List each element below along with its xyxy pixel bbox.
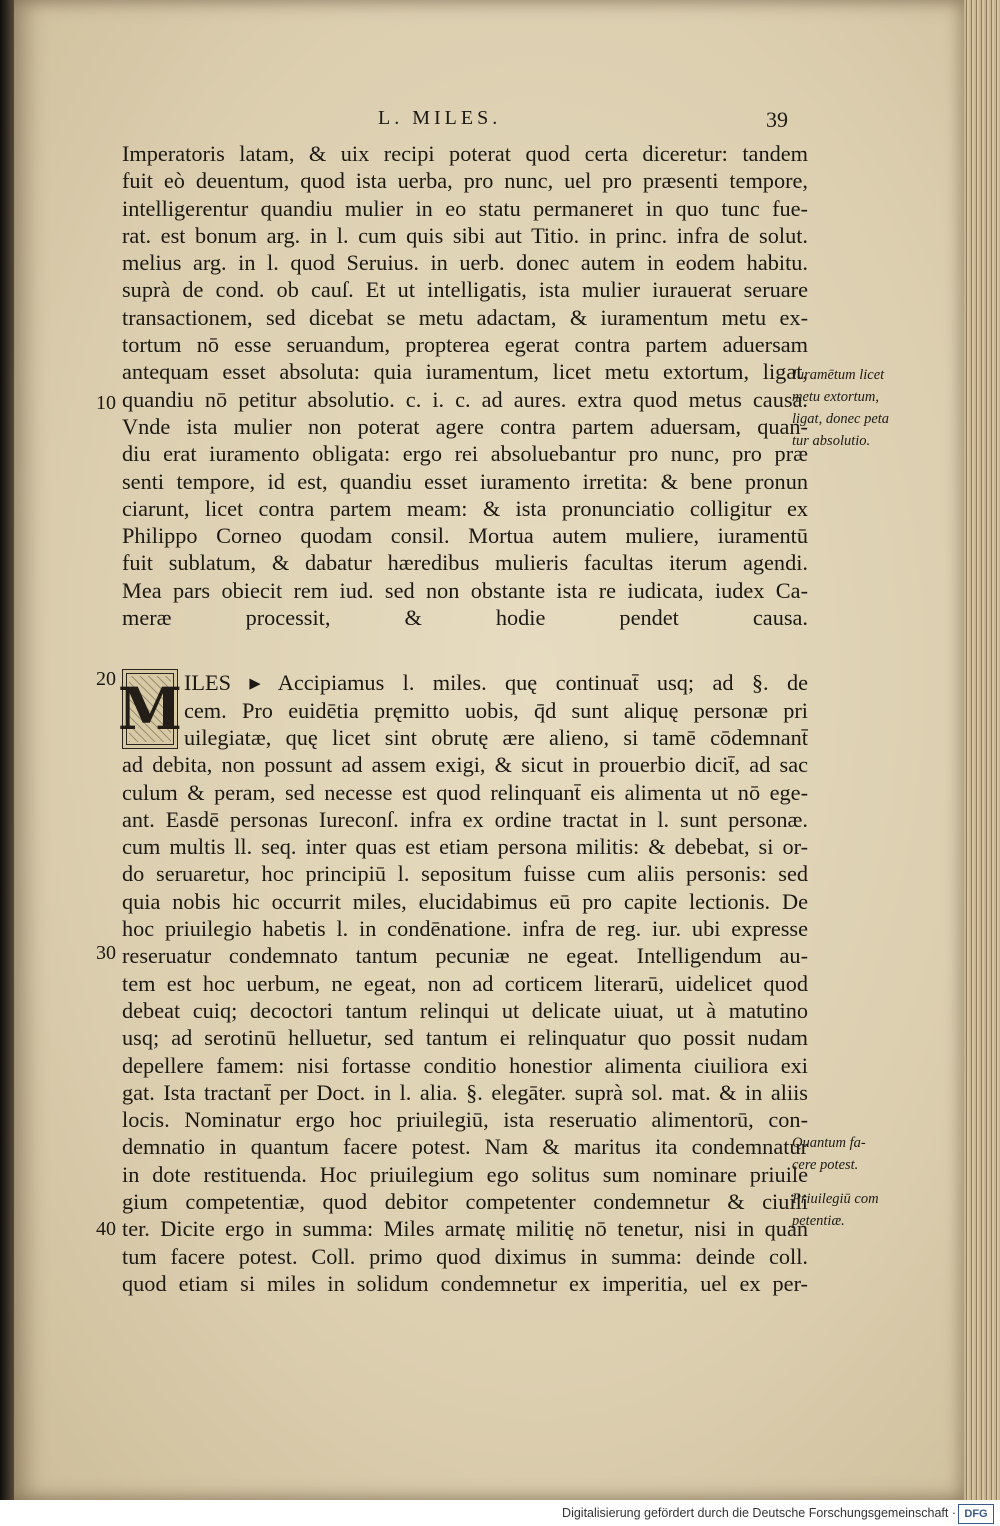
text-line: antequam esset absoluta: quia iuramentum, licet metu extortum, ligat, <box>122 359 808 385</box>
text-line: ciarunt, licet contra partem meam: & ista pronunciatio colligitur ex <box>122 495 808 521</box>
decorated-initial <box>117 669 183 749</box>
text-line: melius arg. in l. quod Seruius. in uerb. donec autem in eodem habitu. <box>122 250 808 276</box>
text-line: suprà de cond. ob cauſ. Et ut intelligatis, ista mulier iurauerat seruare <box>122 277 808 303</box>
marginal-note-line: cere potest. <box>792 1157 859 1173</box>
funding-credit: Digitalisierung gefördert durch die Deutsche Forschungsgemeinschaft · <box>562 1506 956 1520</box>
paragraph-gap <box>122 631 808 669</box>
text-line: rat. est bonum arg. in l. cum quis sibi aut Titio. in princ. infra de solut. <box>122 222 808 248</box>
text-line: tortum nō esse seruandum, propterea egerat contra partem aduersam <box>122 332 808 358</box>
text-line: Philippo Corneo quodam consil. Mortua autem muliere, iuramentū <box>122 523 808 549</box>
book-fore-edge <box>964 0 1000 1500</box>
paragraph-1 <box>122 140 808 631</box>
text-line: demnatio in quantum facere potest. Nam & maritus ita condemnatur <box>122 1134 808 1160</box>
text-line: do seruaretur, hoc principiū l. sepositum fuisse cum aliis personis: sed <box>122 861 808 887</box>
initial-ornament <box>129 676 171 742</box>
text-line: usq; ad serotinū helluetur, sed tantum ei relinquatur quo possit nudam <box>122 1025 808 1051</box>
text-line: fuit eò deuentum, quod ista uerba, pro nunc, uel pro præsenti tempore, <box>122 168 808 194</box>
text-line: diu erat iuramento obligata: ergo rei absoluebantur pro nunc, pro præ <box>122 441 808 467</box>
text-line: uilegiatæ, quę licet sint obrutę ære alieno, si tamē cōdemnant̄ <box>184 724 808 750</box>
digitization-footer <box>0 1500 1000 1526</box>
running-head: L. MILES. <box>378 107 502 129</box>
paragraph-2-body <box>122 751 808 1297</box>
text-line: reseruatur condemnato tantum pecuniæ ne egeat. Intelligendum au- <box>122 943 808 969</box>
line-number-10: 10 <box>96 392 116 414</box>
text-line: quandiu nō petitur absolutio. c. i. c. ad aures. extra quod metus causa. <box>122 386 808 412</box>
text-line: ILES ▸ Accipiamus l. miles. quę continuat̄ usq; ad §. de <box>184 670 808 696</box>
line-number-30: 30 <box>96 942 116 964</box>
marginal-note-line: petentiæ. <box>792 1213 845 1229</box>
text-line: ant. Easdē personas Iureconſ. infra ex ordine tractat in l. sunt personæ. <box>122 806 808 832</box>
paragraph-2 <box>117 669 808 1297</box>
text-line: transactionem, sed dicebat se metu adactam, & iuramentum metu ex- <box>122 304 808 330</box>
page-number: 39 <box>766 107 788 132</box>
text-line: Imperatoris latam, & uix recipi poterat quod certa diceretur: tandem <box>122 141 808 166</box>
marginal-note-line: Priuilegiū com <box>792 1191 879 1207</box>
marginal-note-line: tur absolutio. <box>792 433 871 449</box>
text-line: debeat cuiq; decoctori tantum relinqui ut delicate uiuat, ut à matutino <box>122 997 808 1023</box>
text-line: cum multis ll. seq. inter quas est etiam persona militis: & debebat, si or- <box>122 834 808 860</box>
line-numbers <box>14 0 122 1500</box>
text-line: locis. Nominatur ergo hoc priuilegiū, ista reseruatio alimentorū, con- <box>122 1107 808 1133</box>
text-line: tem est hoc uerbum, ne egeat, non ad corticem literarū, uidelicet quod <box>122 970 808 996</box>
marginal-note-2 <box>792 1132 922 1176</box>
text-line: depellere famem: nisi fortasse conditio honestior alimenta ciuiliora exi <box>122 1052 808 1078</box>
book-cover-edge <box>0 0 14 1500</box>
marginal-note-line: Iuramētum licet <box>792 367 885 383</box>
marginal-note-3 <box>792 1188 922 1232</box>
marginal-note-line: Quantum fa- <box>792 1135 866 1151</box>
text-line: Vnde ista mulier non poterat agere contra partem aduersam, quan- <box>122 413 808 439</box>
text-line: hoc priuilegio habetis l. in condēnatione. infra de reg. iur. ubi expresse <box>122 916 808 942</box>
text-line: culum & peram, sed necesse est quod relinquant̄ eis alimenta ut nō ege- <box>122 779 808 805</box>
text-line: ter. Dicite ergo in summa: Miles armatę militię nō tenetur, nisi in quan <box>122 1216 808 1242</box>
initial-letter: M <box>117 675 183 744</box>
text-line: fuit sublatum, & dabatur hæredibus mulieris facultas iterum agendi. <box>122 550 808 576</box>
line-number-20: 20 <box>96 668 116 690</box>
text-line: gat. Ista tractant̄ per Doct. in l. alia. §. elegāter. suprà sol. mat. & in aliis <box>122 1079 808 1105</box>
body-text <box>117 140 808 1297</box>
text-line: in dote restituenda. Hoc priuilegium ego solitus sum nominare priuile <box>122 1161 808 1187</box>
line-number-40: 40 <box>96 1218 116 1240</box>
marginal-note-line: ligat, donec peta <box>792 411 890 427</box>
page-header <box>14 107 964 137</box>
marginal-note-line: metu extortum, <box>792 389 879 405</box>
dfg-logo-icon: DFG <box>958 1504 994 1524</box>
text-line: Mea pars obiecit rem iud. sed non obstante ista re iudicata, iudex Ca- <box>122 577 808 603</box>
text-line: ad debita, non possunt ad assem exigi, & sicut in prouerbio dicit̄, ad sac <box>122 752 808 778</box>
text-line: quod etiam si miles in solidum condemnetur ex imperitia, uel ex per- <box>122 1270 808 1296</box>
paragraph-2-opening <box>122 669 808 751</box>
text-line: gium competentiæ, quod debitor competenter condemnetur & ciuili <box>122 1188 808 1214</box>
text-line: tum facere potest. Coll. primo quod diximus in summa: deinde coll. <box>122 1243 808 1269</box>
text-line: meræ processit, & hodie pendet causa. <box>122 605 808 631</box>
marginal-note-1 <box>792 364 922 452</box>
text-line: senti tempore, id est, quandiu esset iuramento irretita: & bene pronun <box>122 468 808 494</box>
text-line: intelligerentur quandiu mulier in eo statu permaneret in quo tunc fue- <box>122 195 808 221</box>
text-line: cem. Pro euidētia pręmitto uobis, q̄d sunt aliquę personæ pri <box>184 697 808 723</box>
book-page <box>14 0 964 1500</box>
text-line: quia nobis hic occurrit miles, elucidabimus eū pro capite lectionis. De <box>122 888 808 914</box>
